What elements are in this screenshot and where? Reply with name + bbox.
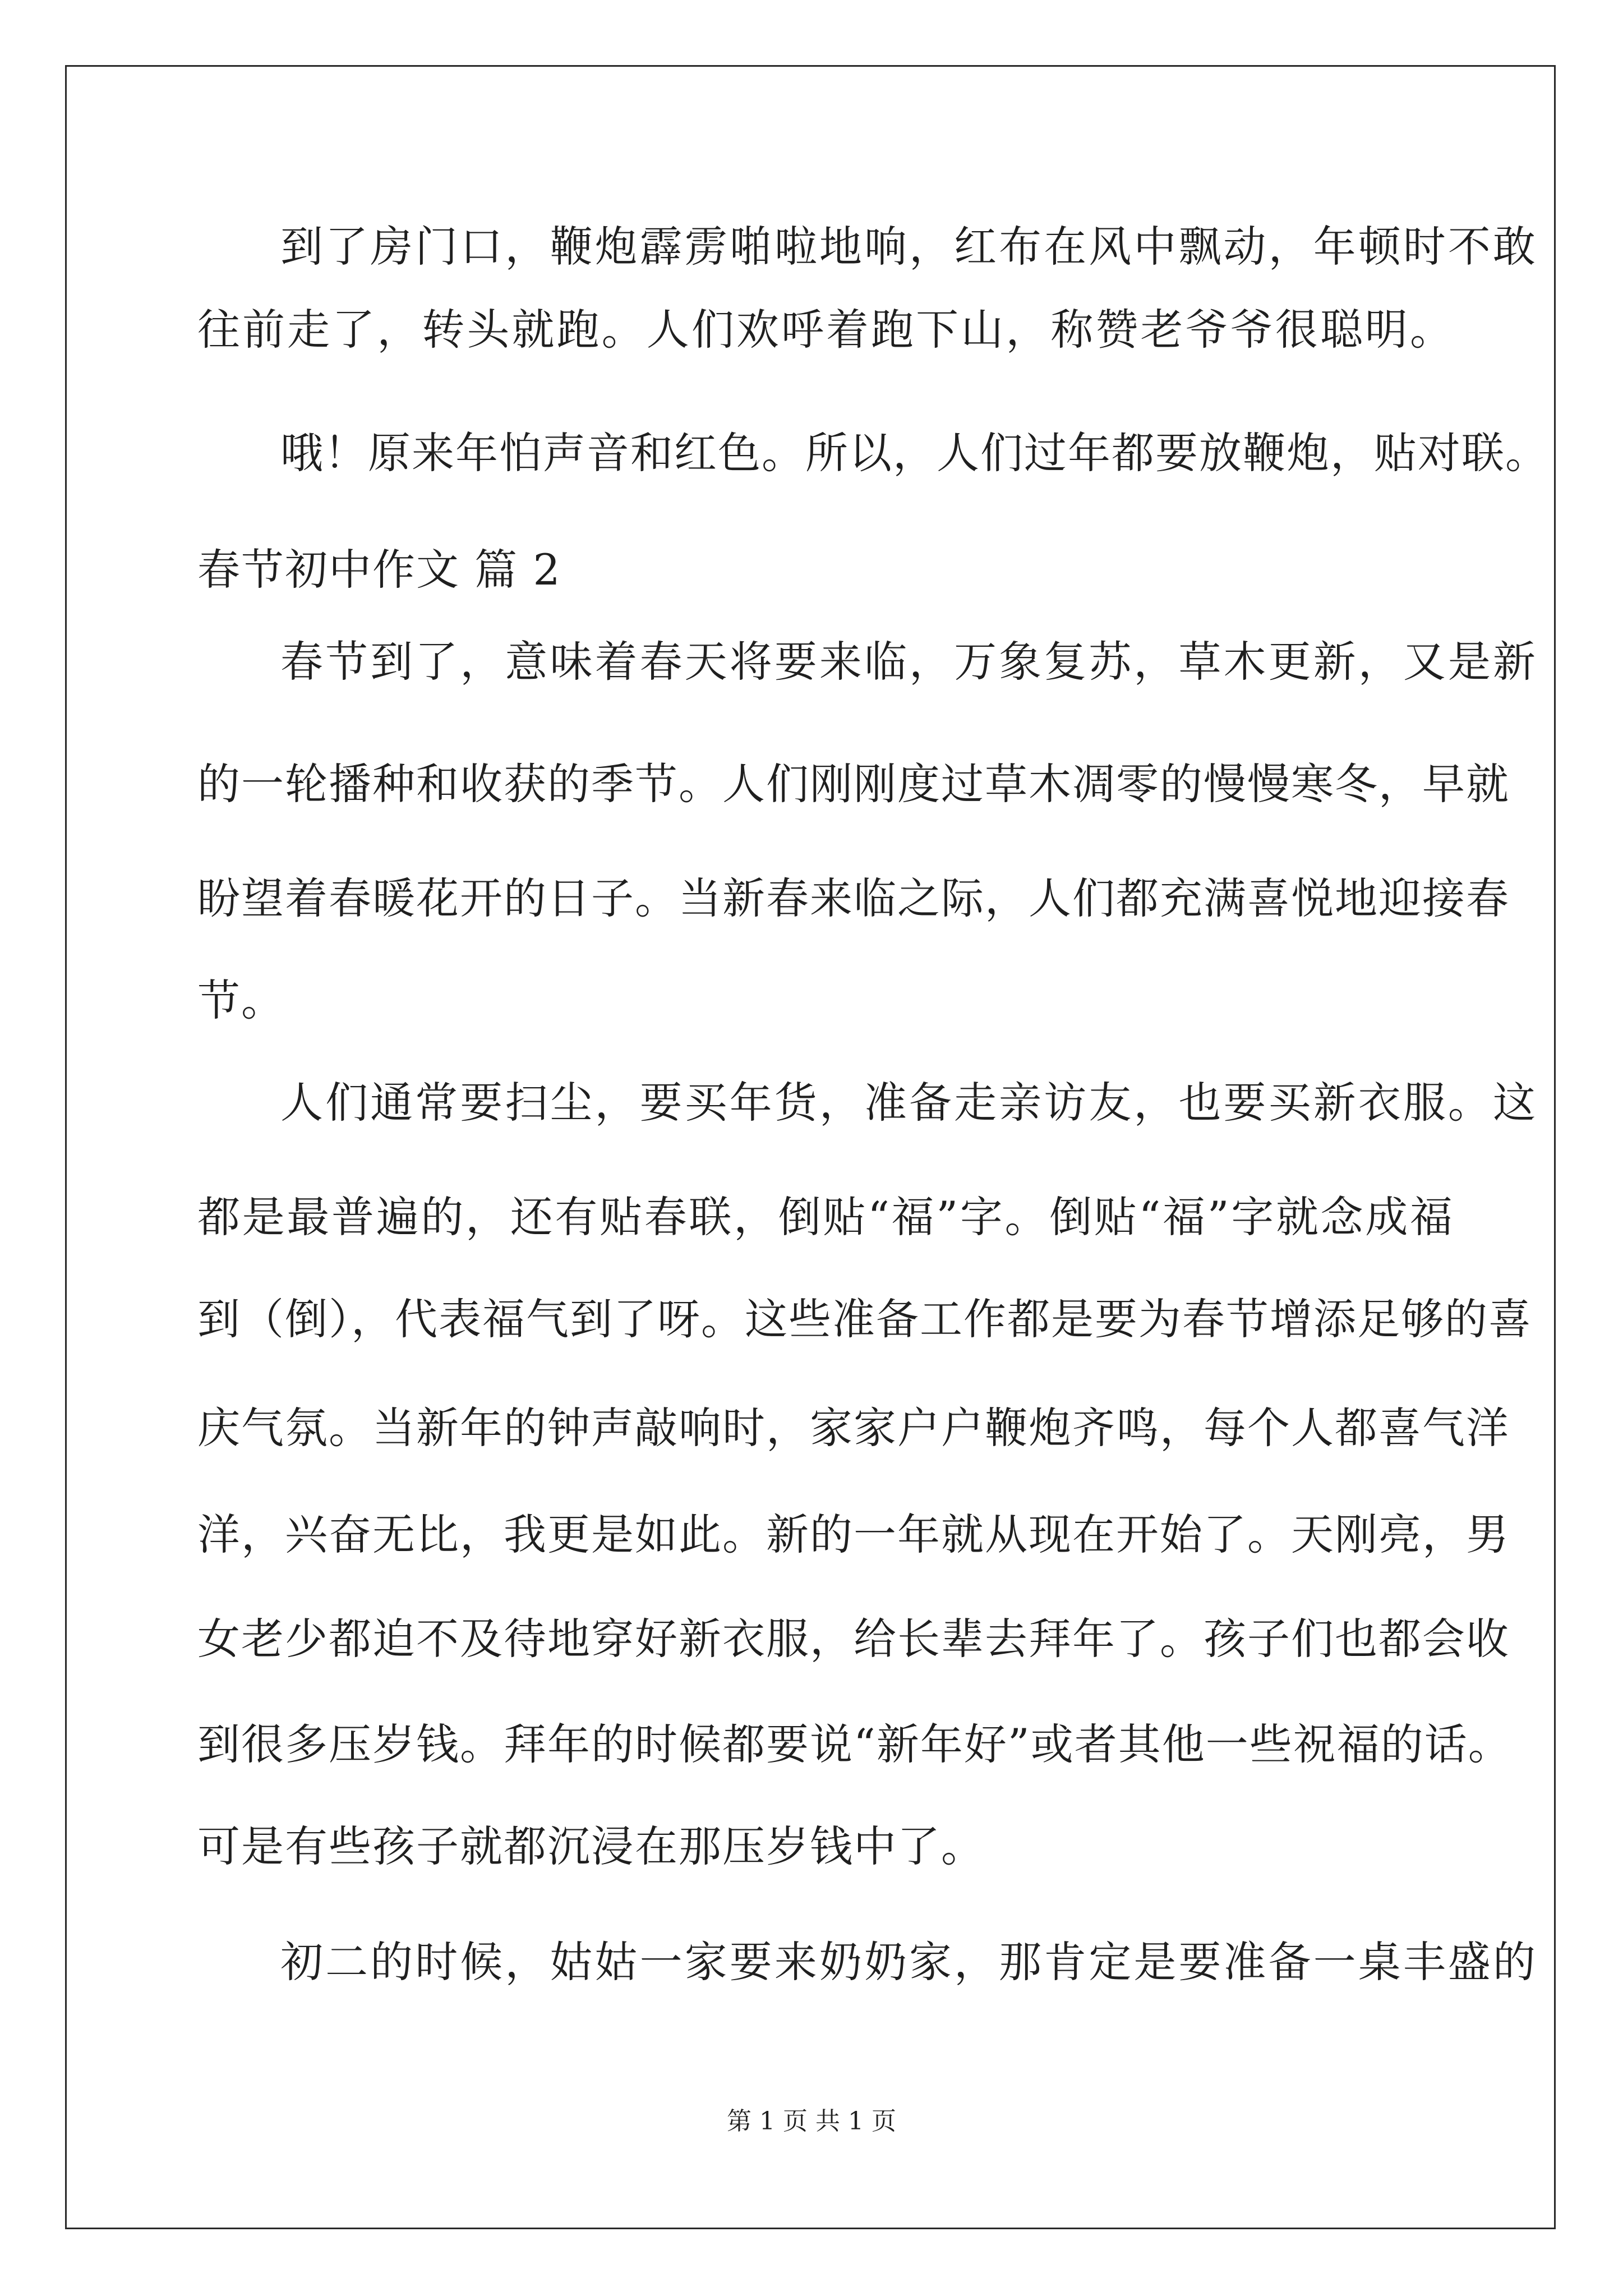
paragraph-line: 往前走了，转头就跑。人们欢呼着跑下山，称赞老爷爷很聪明。 — [197, 305, 1454, 355]
paragraph-line: 节。 — [197, 976, 285, 1025]
paragraph-line: 春节到了，意味着春天将要来临，万象复苏，草木更新，又是新 — [280, 637, 1537, 687]
paragraph-line: 盼望着春暖花开的日子。当新春来临之际，人们都充满喜悦地迎接春 — [197, 873, 1510, 923]
paragraph-line: 到很多压岁钱。拜年的时候都要说“新年好”或者其他一些祝福的话。 — [197, 1719, 1512, 1769]
paragraph-line: 女老少都迫不及待地穿好新衣服，给长辈去拜年了。孩子们也都会收 — [197, 1614, 1510, 1664]
paragraph-line: 都是最普遍的，还有贴春联，倒贴“福”字。倒贴“福”字就念成福 — [197, 1192, 1454, 1242]
paragraph-line: 到（倒），代表福气到了呀。这些准备工作都是要为春节增添足够的喜 — [197, 1294, 1532, 1344]
section-heading: 春节初中作文 篇 2 — [197, 545, 561, 595]
paragraph-line: 洋，兴奋无比，我更是如此。新的一年就从现在开始了。天刚亮，男 — [197, 1510, 1510, 1559]
paragraph-line: 可是有些孩子就都沉浸在那压岁钱中了。 — [197, 1821, 985, 1871]
page-footer: 第 1 页 共 1 页 — [727, 2107, 896, 2136]
paragraph-line: 庆气氛。当新年的钟声敲响时，家家户户鞭炮齐鸣，每个人都喜气洋 — [197, 1403, 1510, 1453]
paragraph-line: 到了房门口，鞭炮霹雳啪啦地响，红布在风中飘动，年顿时不敢 — [280, 222, 1537, 272]
page-border — [65, 65, 1556, 2229]
paragraph-line: 人们通常要扫尘，要买年货，准备走亲访友，也要买新衣服。这 — [280, 1078, 1537, 1128]
paragraph-line: 初二的时候，姑姑一家要来奶奶家，那肯定是要准备一桌丰盛的 — [280, 1937, 1537, 1987]
paragraph-line: 的一轮播种和收获的季节。人们刚刚度过草木凋零的慢慢寒冬，早就 — [197, 759, 1510, 809]
paragraph-line: 哦！原来年怕声音和红色。所以，人们过年都要放鞭炮，贴对联。 — [280, 428, 1549, 478]
